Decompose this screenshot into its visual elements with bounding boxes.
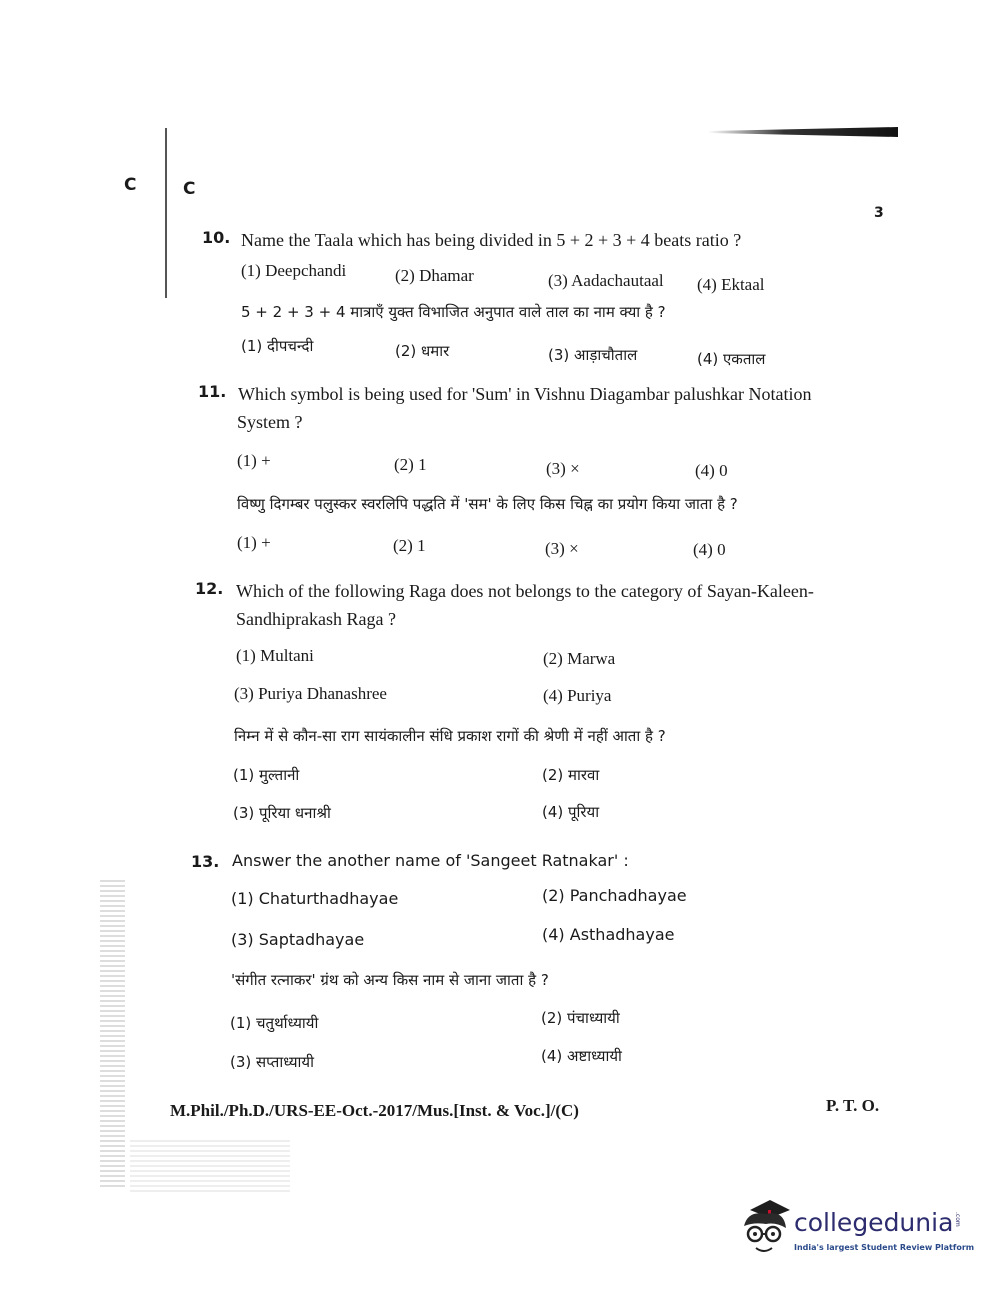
- hindi-option-4: (4) पूरिया: [542, 803, 600, 821]
- question-text-line-2: Sandhiprakash Raga ?: [236, 609, 396, 629]
- hindi-option-4: (4) अष्टाध्यायी: [541, 1047, 622, 1065]
- hindi-option-2: (2) 1: [393, 536, 426, 555]
- hindi-option-1: (1) मुल्तानी: [233, 766, 300, 784]
- hindi-option-2: (2) धमार: [395, 342, 450, 360]
- question-text: Name the Taala which has being divided in 5 + 2 + 3 + 4 beats ratio ?: [241, 230, 742, 250]
- question-number: 10.: [202, 228, 231, 247]
- hindi-option-1: (1) चतुर्थाध्यायी: [230, 1014, 319, 1032]
- hindi-option-3: (3) आड़ाचौताल: [548, 346, 638, 364]
- mascot-icon: [736, 1196, 796, 1258]
- option-4: (4) 0: [695, 461, 728, 480]
- series-label-right: C: [183, 179, 196, 199]
- please-turn-over: P. T. O.: [826, 1096, 880, 1115]
- question-number: 11.: [198, 382, 227, 401]
- hindi-question-text: विष्णु दिगम्बर पलुस्कर स्वरलिपि पद्धति में 'सम' के लिए किस चिह्न का प्रयोग किया जाता है ?: [237, 495, 738, 513]
- option-4: (4) Ektaal: [697, 275, 765, 294]
- option-1: (1) Deepchandi: [241, 261, 347, 280]
- hindi-option-2: (2) पंचाध्यायी: [541, 1009, 620, 1027]
- brand-name: collegedunia: [794, 1208, 954, 1237]
- series-label-left: C: [124, 175, 137, 195]
- scan-margin-line: [165, 128, 167, 298]
- question-number: 13.: [191, 852, 220, 871]
- option-4: (4) Puriya: [543, 686, 612, 705]
- hindi-option-3: (3) पूरिया धनाश्री: [233, 804, 331, 822]
- brand-tagline: India's largest Student Review Platform: [794, 1243, 975, 1252]
- question-text-line-1: Which symbol is being used for 'Sum' in Vishnu Diagambar palushkar Notation: [238, 384, 812, 404]
- option-4: (4) Asthadhayae: [542, 925, 675, 944]
- hindi-option-1: (1) +: [237, 533, 271, 552]
- question-text-line-2: System ?: [237, 412, 303, 432]
- option-1: (1) Chaturthadhayae: [231, 889, 399, 908]
- option-1: (1) Multani: [236, 646, 314, 665]
- option-2: (2) 1: [394, 455, 427, 474]
- question-text: Answer the another name of 'Sangeet Ratnakar' :: [232, 851, 629, 870]
- option-3: (3) Aadachautaal: [548, 271, 664, 290]
- question-number: 12.: [195, 579, 224, 598]
- collegedunia-watermark: [736, 1196, 975, 1266]
- option-2: (2) Panchadhayae: [542, 886, 687, 905]
- scan-edge-noise: [100, 880, 125, 1190]
- hindi-question-text: निम्न में से कौन-सा राग सायंकालीन संधि प्रकाश रागों की श्रेणी में नहीं आता है ?: [234, 727, 666, 745]
- brand-suffix: .com: [954, 1212, 961, 1227]
- option-2: (2) Marwa: [543, 649, 616, 668]
- hindi-option-2: (2) मारवा: [542, 766, 600, 784]
- hindi-option-3: (3) ×: [545, 539, 579, 558]
- scan-corner-noise: [130, 1140, 290, 1195]
- hindi-question-text: 'संगीत रत्नाकर' ग्रंथ को अन्य किस नाम से जाना जाता है ?: [231, 971, 549, 989]
- scan-top-bar: [708, 127, 898, 137]
- hindi-option-4: (4) एकताल: [697, 350, 766, 368]
- page-number: 3: [874, 205, 884, 221]
- option-2: (2) Dhamar: [395, 266, 474, 285]
- paper-code: M.Phil./Ph.D./URS-EE-Oct.-2017/Mus.[Inst. & Voc.]/(C): [170, 1101, 579, 1120]
- hindi-option-3: (3) सप्ताध्यायी: [230, 1053, 315, 1071]
- option-3: (3) Saptadhayae: [231, 930, 365, 949]
- option-3: (3) ×: [546, 459, 580, 478]
- hindi-option-1: (1) दीपचन्दी: [241, 337, 314, 355]
- question-text-line-1: Which of the following Raga does not belongs to the category of Sayan-Kaleen-: [236, 581, 814, 601]
- hindi-question-text: 5 + 2 + 3 + 4 मात्राएँ युक्त विभाजित अनुपात वाले ताल का नाम क्या है ?: [241, 303, 666, 321]
- hindi-option-4: (4) 0: [693, 540, 726, 559]
- option-3: (3) Puriya Dhanashree: [234, 684, 387, 703]
- option-1: (1) +: [237, 451, 271, 470]
